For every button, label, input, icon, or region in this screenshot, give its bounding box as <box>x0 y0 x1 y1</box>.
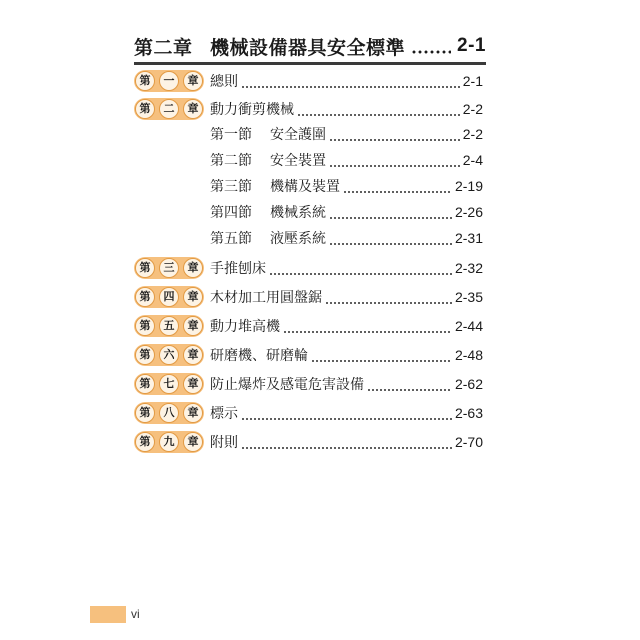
badge-numeral: 四 <box>159 287 179 307</box>
badge-numeral: 七 <box>159 374 179 394</box>
toc-entry[interactable] <box>210 314 483 338</box>
entry-page: 2-32 <box>454 260 483 276</box>
section-title: 安全裝置 <box>270 153 326 169</box>
badge-prefix: 第 <box>135 432 155 452</box>
entry-page: 2-2 <box>462 101 483 117</box>
section-number: 第五節 <box>210 231 252 247</box>
badge-suffix: 章 <box>183 258 203 278</box>
entry-page: 2-62 <box>454 376 483 392</box>
leader-dots <box>269 256 452 280</box>
entry-title: 附則 <box>210 435 238 451</box>
toc-section-entry[interactable] <box>210 174 483 198</box>
entry-title: 標示 <box>210 406 238 422</box>
article-badge <box>134 98 204 120</box>
badge-suffix: 章 <box>183 432 203 452</box>
heading-rule <box>134 62 486 65</box>
toc-section-entry[interactable] <box>210 200 483 224</box>
badge-numeral: 二 <box>159 99 179 119</box>
badge-prefix: 第 <box>135 99 155 119</box>
section-number: 第四節 <box>210 205 252 221</box>
leader-dots <box>283 314 452 338</box>
badge-suffix: 章 <box>183 71 203 91</box>
section-page: 2-31 <box>454 230 483 246</box>
badge-numeral: 一 <box>159 71 179 91</box>
entry-title: 動力衝剪機械 <box>210 102 294 118</box>
leader-dots <box>329 200 452 224</box>
footer-accent-bar <box>90 606 126 623</box>
article-badge <box>134 373 204 395</box>
badge-numeral: 五 <box>159 316 179 336</box>
badge-numeral: 九 <box>159 432 179 452</box>
section-number: 第二節 <box>210 153 252 169</box>
chapter-number: 第二章 <box>134 36 193 59</box>
article-badge <box>134 344 204 366</box>
badge-suffix: 章 <box>183 374 203 394</box>
section-title: 液壓系統 <box>270 231 326 247</box>
section-page: 2-4 <box>462 152 483 168</box>
badge-prefix: 第 <box>135 287 155 307</box>
toc-entry[interactable] <box>210 430 483 454</box>
toc-entry[interactable] <box>210 343 483 367</box>
toc-section-entry[interactable] <box>210 226 483 250</box>
badge-numeral: 八 <box>159 403 179 423</box>
section-page: 2-19 <box>454 178 483 194</box>
badge-suffix: 章 <box>183 316 203 336</box>
badge-suffix: 章 <box>183 99 203 119</box>
leader-dots <box>329 226 452 250</box>
section-title: 機械系統 <box>270 205 326 221</box>
leader-dots <box>329 122 460 146</box>
toc-entry[interactable] <box>210 285 483 309</box>
toc-entry[interactable] <box>210 69 483 93</box>
toc-entry[interactable] <box>210 97 483 121</box>
entry-title: 研磨機、研磨輪 <box>210 348 308 364</box>
badge-numeral: 六 <box>159 345 179 365</box>
toc-entry[interactable] <box>210 401 483 425</box>
toc-section-entry[interactable] <box>210 148 483 172</box>
article-badge <box>134 257 204 279</box>
article-badge <box>134 70 204 92</box>
article-badge <box>134 315 204 337</box>
section-number: 第一節 <box>210 127 252 143</box>
leader-dots <box>343 174 452 198</box>
entry-page: 2-44 <box>454 318 483 334</box>
leader-dots <box>297 97 460 121</box>
section-title: 機構及裝置 <box>270 179 340 195</box>
leader-dots <box>367 372 452 396</box>
badge-prefix: 第 <box>135 374 155 394</box>
badge-prefix: 第 <box>135 345 155 365</box>
badge-suffix: 章 <box>183 287 203 307</box>
entry-title: 總則 <box>210 74 238 90</box>
badge-prefix: 第 <box>135 403 155 423</box>
leader-dots <box>241 430 452 454</box>
leader-dots <box>241 401 452 425</box>
badge-suffix: 章 <box>183 403 203 423</box>
chapter-title: 機械設備器具安全標準 <box>210 36 406 59</box>
section-page: 2-2 <box>462 126 483 142</box>
article-badge <box>134 402 204 424</box>
entry-page: 2-35 <box>454 289 483 305</box>
leader-dots <box>411 32 451 60</box>
entry-page: 2-48 <box>454 347 483 363</box>
toc-section-entry[interactable] <box>210 122 483 146</box>
entry-title: 木材加工用圓盤鋸 <box>210 290 322 306</box>
toc-entry[interactable] <box>210 372 483 396</box>
entry-page: 2-70 <box>454 434 483 450</box>
article-badge <box>134 286 204 308</box>
badge-prefix: 第 <box>135 258 155 278</box>
entry-page: 2-63 <box>454 405 483 421</box>
footer-page-number: vi <box>131 607 140 621</box>
leader-dots <box>311 343 452 367</box>
leader-dots <box>325 285 452 309</box>
leader-dots <box>329 148 460 172</box>
entry-title: 手推刨床 <box>210 261 266 277</box>
section-page: 2-26 <box>454 204 483 220</box>
badge-prefix: 第 <box>135 316 155 336</box>
article-badge <box>134 431 204 453</box>
entry-title: 動力堆高機 <box>210 319 280 335</box>
chapter-page: 2-1 <box>457 35 486 56</box>
leader-dots <box>241 69 460 93</box>
entry-page: 2-1 <box>462 73 483 89</box>
section-title: 安全護圍 <box>270 127 326 143</box>
badge-suffix: 章 <box>183 345 203 365</box>
entry-title: 防止爆炸及感電危害設備 <box>210 377 364 393</box>
toc-entry[interactable] <box>210 256 483 280</box>
chapter-heading <box>134 32 486 60</box>
badge-prefix: 第 <box>135 71 155 91</box>
badge-numeral: 三 <box>159 258 179 278</box>
section-number: 第三節 <box>210 179 252 195</box>
